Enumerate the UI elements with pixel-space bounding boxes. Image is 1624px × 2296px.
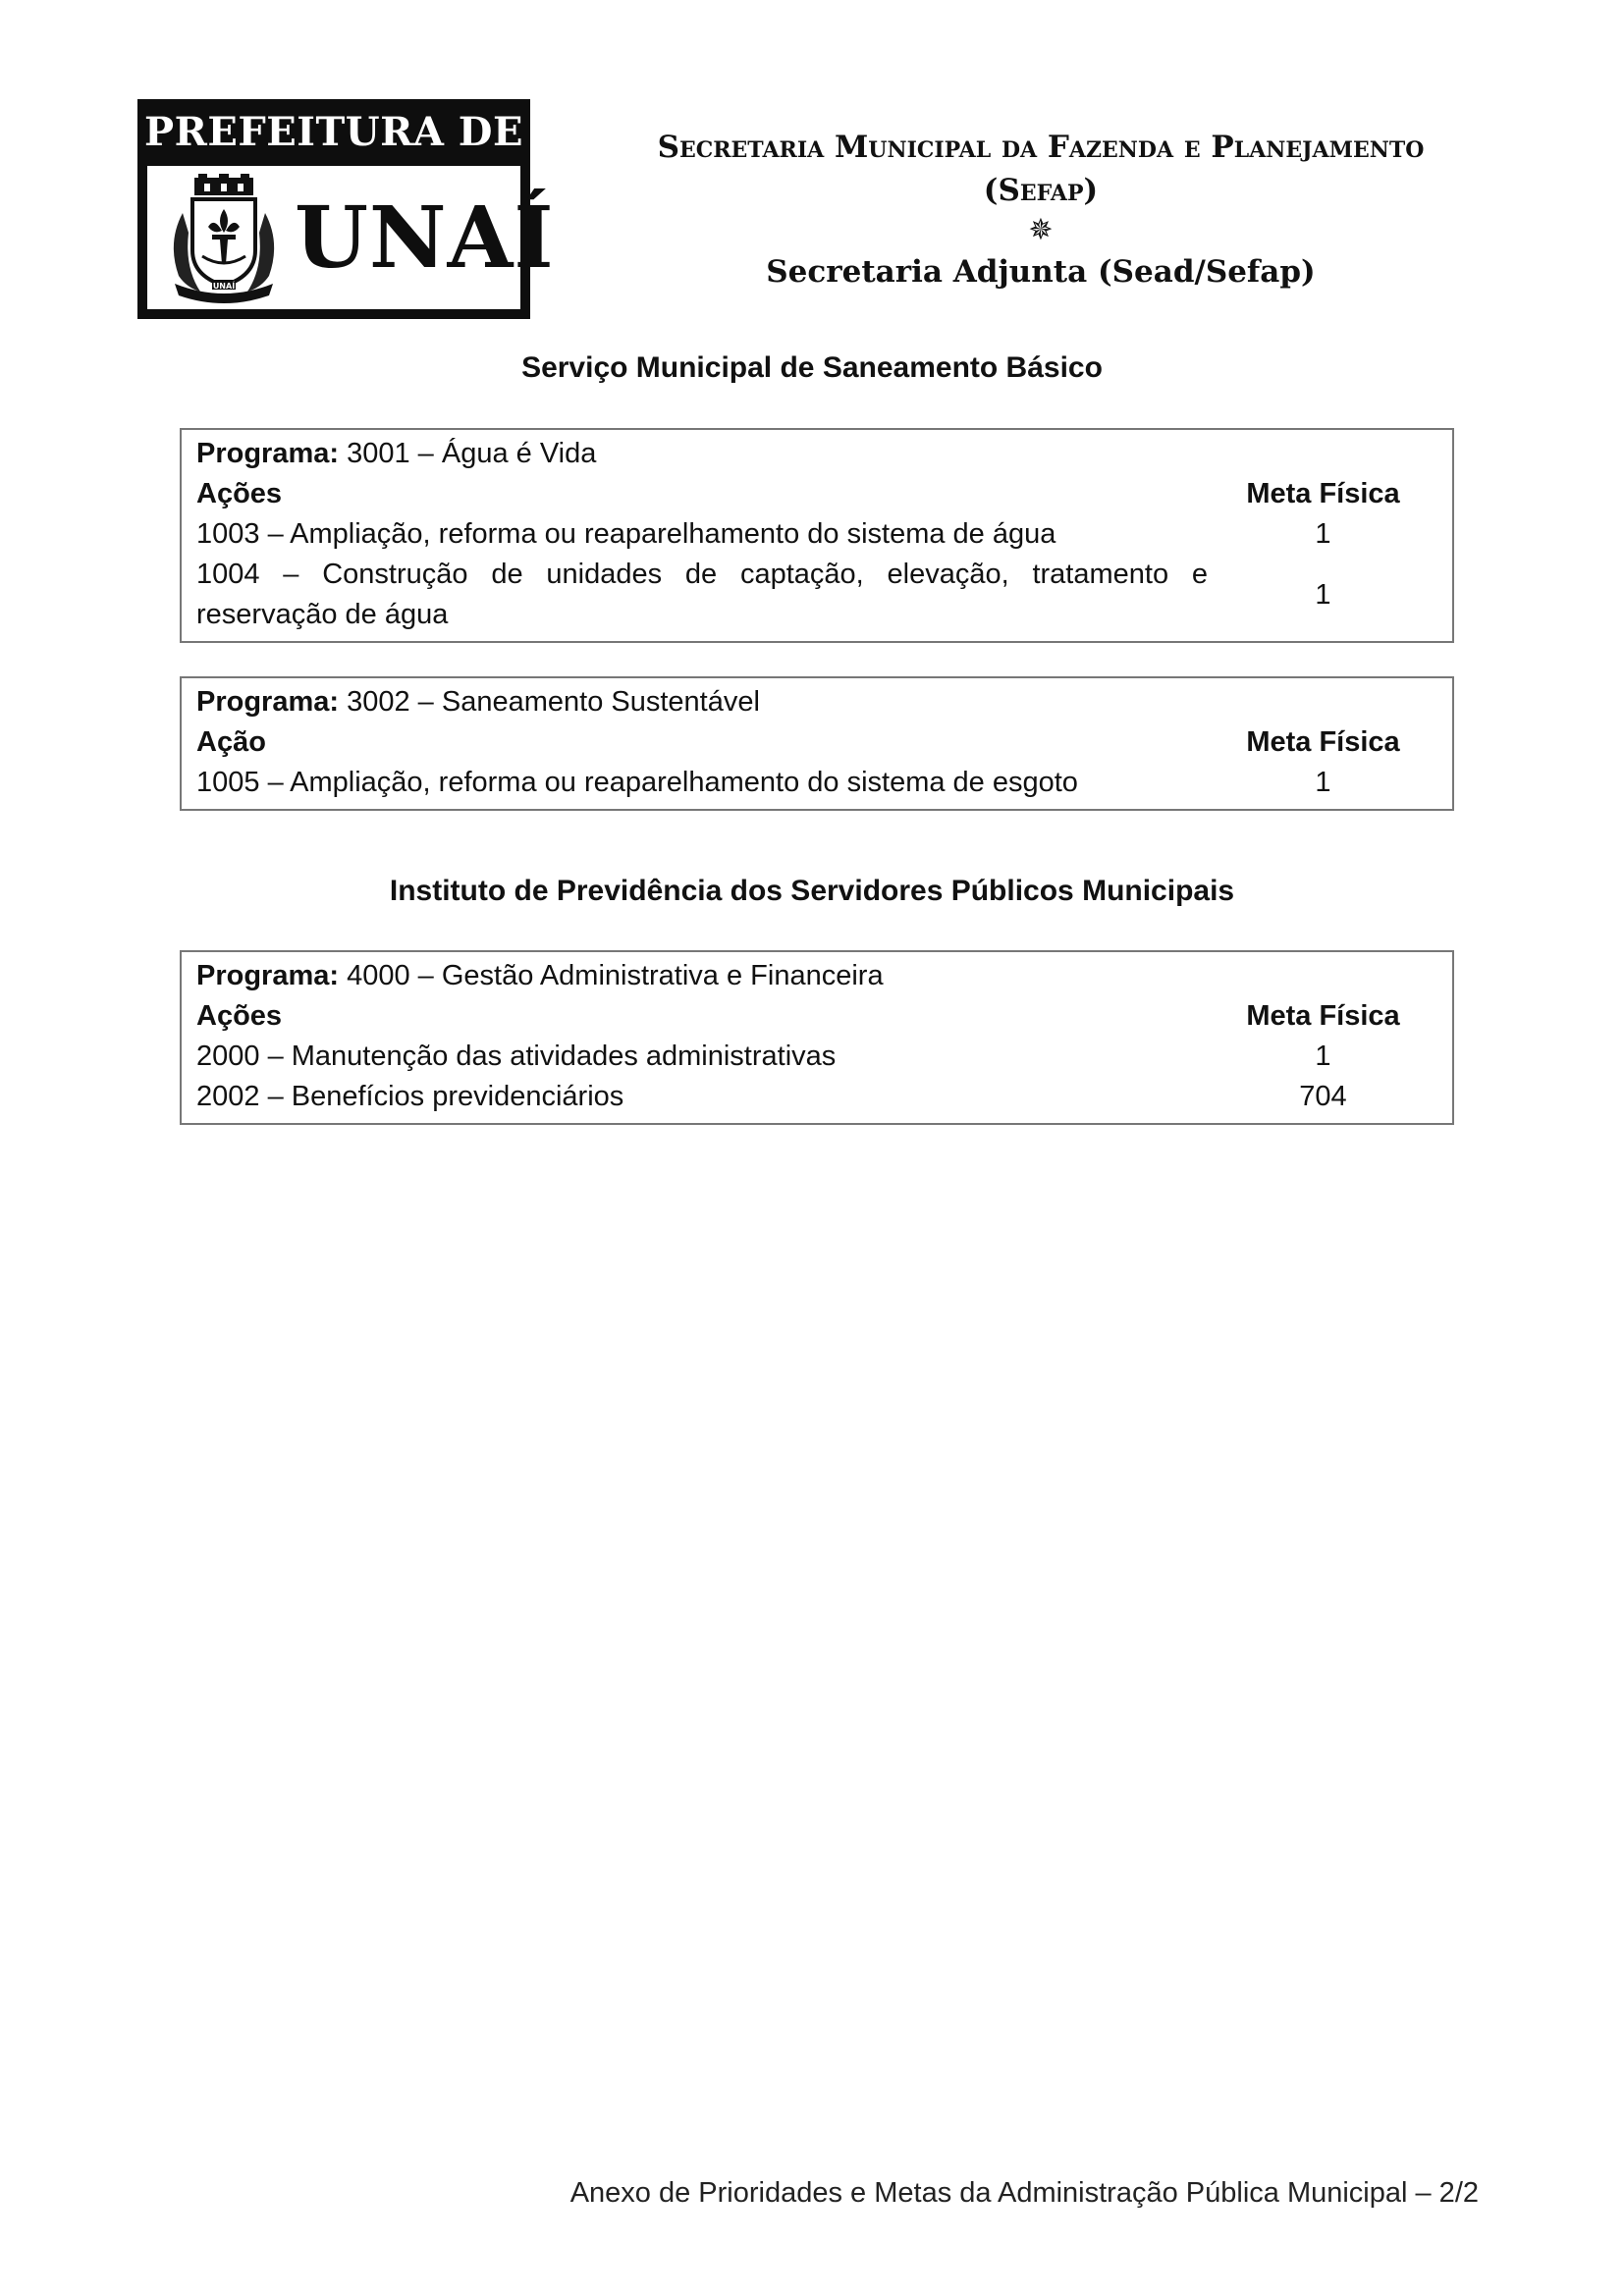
logo-top-text: PREFEITURA DE bbox=[144, 109, 523, 155]
program-heading bbox=[196, 682, 1438, 722]
action-meta: 1 bbox=[1315, 1041, 1331, 1072]
crest-label: UNAÍ bbox=[212, 282, 236, 291]
table-row bbox=[196, 1037, 1438, 1077]
logo-city-name: UNAÍ bbox=[295, 188, 555, 288]
actions-header: Ação bbox=[196, 726, 266, 758]
table-row bbox=[196, 763, 1438, 803]
section-title-previdencia: Instituto de Previdência dos Servidores Públicos Municipais bbox=[389, 875, 1235, 907]
table-header-row bbox=[196, 722, 1438, 763]
meta-header: Meta Física bbox=[1246, 478, 1400, 509]
department-acronym: (Sefap) bbox=[983, 173, 1099, 208]
meta-header: Meta Física bbox=[1246, 726, 1400, 758]
table-row bbox=[196, 514, 1438, 555]
section-title-saneamento: Serviço Municipal de Saneamento Básico bbox=[521, 351, 1103, 384]
coat-of-arms-icon bbox=[165, 174, 283, 305]
program-box-4000 bbox=[180, 950, 1454, 1125]
action-description: 2002 – Benefícios previdenciários bbox=[196, 1081, 624, 1112]
program-box-3001 bbox=[180, 428, 1454, 643]
program-name: 3002 – Saneamento Sustentável bbox=[347, 686, 760, 718]
program-heading bbox=[196, 434, 1438, 474]
action-meta: 704 bbox=[1299, 1081, 1347, 1112]
table-row bbox=[196, 555, 1438, 635]
program-label: Programa: bbox=[196, 960, 340, 991]
action-description: 1004 – Construção de unidades de captação, elevação, tratamento e reservação de água bbox=[196, 559, 1208, 630]
action-description: 1005 – Ampliação, reforma ou reaparelhamento do sistema de esgoto bbox=[196, 767, 1078, 798]
department-subtitle: Secretaria Adjunta (Sead/Sefap) bbox=[766, 254, 1316, 290]
program-label: Programa: bbox=[196, 438, 340, 469]
department-header bbox=[569, 126, 1512, 293]
action-meta: 1 bbox=[1315, 518, 1331, 550]
table-header-row bbox=[196, 474, 1438, 514]
department-title: Secretaria Municipal da Fazenda e Planejamento bbox=[657, 130, 1425, 165]
actions-header: Ações bbox=[196, 1000, 283, 1032]
table-row bbox=[196, 1077, 1438, 1117]
action-description: 1003 – Ampliação, reforma ou reaparelhamento do sistema de água bbox=[196, 518, 1056, 550]
program-box-3002 bbox=[180, 676, 1454, 811]
program-label: Programa: bbox=[196, 686, 340, 718]
meta-header: Meta Física bbox=[1246, 1000, 1400, 1032]
program-name: 4000 – Gestão Administrativa e Financeira bbox=[347, 960, 884, 991]
action-meta: 1 bbox=[1315, 578, 1331, 611]
actions-header: Ações bbox=[196, 478, 283, 509]
ornament-icon: ✵ bbox=[1028, 213, 1054, 247]
action-description: 2000 – Manutenção das atividades administrativas bbox=[196, 1041, 837, 1072]
program-name: 3001 – Água é Vida bbox=[347, 438, 597, 469]
prefeitura-logo bbox=[137, 99, 555, 319]
logo-inner-panel bbox=[147, 166, 555, 309]
table-header-row bbox=[196, 996, 1438, 1037]
action-meta: 1 bbox=[1315, 767, 1331, 798]
program-heading bbox=[196, 956, 1438, 996]
page-footer: Anexo de Prioridades e Metas da Administração Pública Municipal – 2/2 bbox=[569, 2177, 1479, 2209]
